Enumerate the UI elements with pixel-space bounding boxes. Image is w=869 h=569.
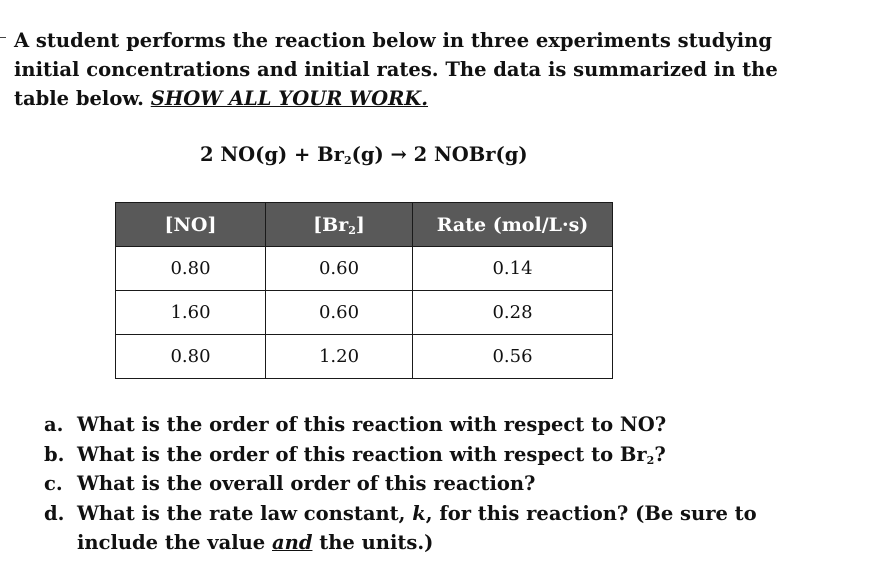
question-text bbox=[77, 440, 844, 470]
reaction-arrow: → bbox=[390, 143, 407, 166]
question-label: c. bbox=[44, 472, 63, 495]
equation-lhs-sub: 2 bbox=[343, 154, 352, 167]
intro-paragraph bbox=[14, 26, 814, 113]
equation-rhs: 2 NOBr(g) bbox=[413, 143, 528, 166]
cell-no: 1.60 bbox=[116, 291, 266, 335]
rate-constant-symbol: k bbox=[412, 501, 426, 525]
question-text-b: ? bbox=[654, 442, 666, 466]
cell-rate: 0.28 bbox=[413, 291, 613, 335]
question-b bbox=[44, 440, 844, 470]
table-header-row bbox=[116, 203, 613, 247]
show-work-instruction: SHOW ALL YOUR WORK. bbox=[150, 87, 429, 110]
header-br2-sub: 2 bbox=[348, 223, 356, 237]
rate-data-table bbox=[115, 202, 613, 379]
question-text-a: What is the rate law constant, bbox=[77, 501, 413, 525]
intro-text: A student performs the reaction below in three experiments studying initial concentrations and initial rates. The data is summarized in the table below. bbox=[14, 29, 778, 110]
question-sub: 2 bbox=[646, 453, 655, 467]
equation-lhs-a: 2 NO(g) + Br bbox=[200, 143, 344, 166]
question-list bbox=[44, 410, 844, 558]
question-text-c: the units.) bbox=[312, 531, 434, 554]
cell-br2: 1.20 bbox=[266, 335, 413, 379]
question-label: d. bbox=[44, 501, 65, 525]
question-label: a. bbox=[44, 413, 64, 436]
equation-lhs-b: (g) bbox=[351, 143, 384, 166]
header-rate: Rate (mol/L·s) bbox=[413, 203, 613, 247]
cell-no: 0.80 bbox=[116, 247, 266, 291]
cell-br2: 0.60 bbox=[266, 247, 413, 291]
reaction-equation bbox=[200, 143, 528, 166]
header-br2-b: ] bbox=[355, 213, 365, 236]
question-a bbox=[44, 410, 844, 440]
table-row bbox=[116, 247, 613, 291]
header-br2 bbox=[266, 203, 413, 247]
question-text: What is the overall order of this reaction? bbox=[77, 472, 536, 495]
table-row bbox=[116, 335, 613, 379]
header-br2-a: [Br bbox=[313, 213, 349, 236]
question-text bbox=[77, 499, 844, 558]
cell-no: 0.80 bbox=[116, 335, 266, 379]
question-text-a: What is the order of this reaction with respect to Br bbox=[77, 442, 647, 466]
question-label: b. bbox=[44, 442, 65, 466]
question-text-b: , for this reaction? (Be sure to include the value bbox=[77, 501, 757, 554]
emphasis-and: and bbox=[272, 531, 313, 554]
table-row bbox=[116, 291, 613, 335]
question-text: What is the order of this reaction with respect to NO? bbox=[77, 413, 667, 436]
header-no: [NO] bbox=[116, 203, 266, 247]
question-d bbox=[44, 499, 844, 558]
bullet-mark bbox=[0, 37, 6, 38]
cell-br2: 0.60 bbox=[266, 291, 413, 335]
cell-rate: 0.56 bbox=[413, 335, 613, 379]
question-c bbox=[44, 469, 844, 499]
cell-rate: 0.14 bbox=[413, 247, 613, 291]
